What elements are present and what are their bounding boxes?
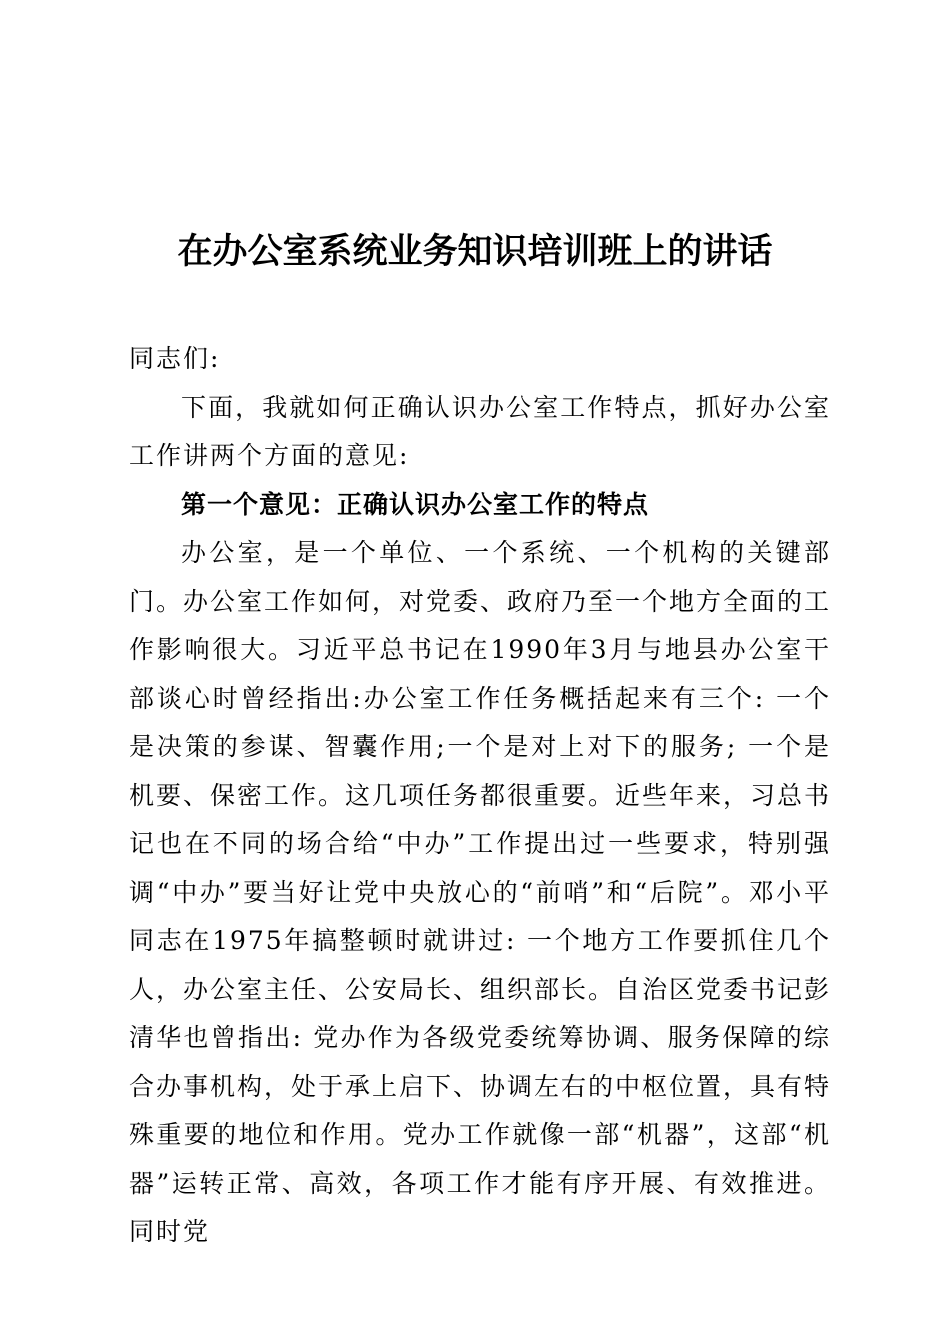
document-body [129,335,831,1257]
section-heading: 第一个意见：正确认识办公室工作的特点 [181,489,650,519]
body-paragraph: 办公室，是一个单位、一个系统、一个机构的关键部门。办公室工作如何，对党委、政府乃至一个地方全面的工作影响很大。习近平总书记在1990年3月与地县办公室干部谈心时曾经指出:办公室工作任务概括起来有三个: 一个是决策的参谋、智囊作用;一个是对上对下的服务; 一个是机要、保密工作。这几项任务都很重要。近些年来，习总书记也在不同的场合给“中办”工作提出过一些要求，特别强调“中办”要当好让党中央放心的“前哨”和“后院”。邓小平同志在1975年搞整顿时就讲过: 一个地方工作要抓住几个人，办公室主任、公安局长、组织部长。自治区党委书记彭清华也曾指出: 党办作为各级党委统筹协调、服务保障的综合办事机构，处于承上启下、协调左右的中枢位置，具有特殊重要的地位和作用。党办工作就像一部“机器”，这部“机器”运转正常、高效，各项工作才能有序开展、有效推进。同时党 [129,538,832,1246]
salutation: 同志们: [129,344,221,373]
intro-paragraph: 下面，我就如何正确认识办公室工作特点，抓好办公室工作讲两个方面的意见: [129,392,831,470]
document-title: 在办公室系统业务知识培训班上的讲话 [177,231,773,272]
